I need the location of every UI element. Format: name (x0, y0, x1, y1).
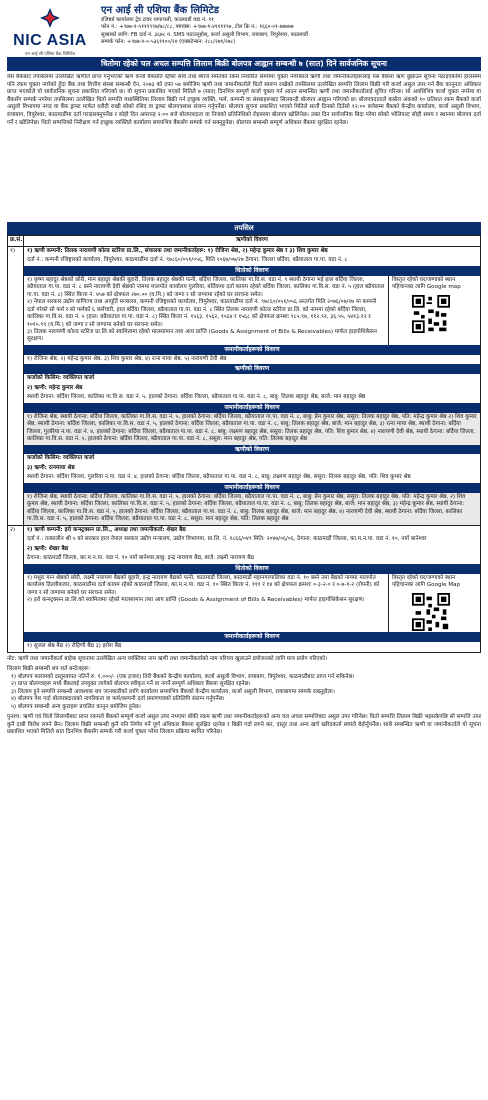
security-item: १) मथुरा मान श्रेष्ठको छोरी, लक्ष्मी नारायण बैद्यको बुहारी, इन्द्र नारायण बैद्यको पत्नी, काठमाडौं जिल्ला, काठमाडौं महानगरपालिका वडा नं. १० बस्ने उमा बैद्यको नाममा मालपोत कार्यालय डिल्लीबजार, काठमाडौंमा दर्ता कायम रहेको काठमाडौं जिल्ला, का.म.न.पा. वडा नं. १० स्थित कित्ता नं. १११ र १४ को क्षेत्रफल क्रमशः ०-३-२-० र ०-७-१-२ (रोपनी) को जग्गा र सो जग्गामा बनेको घर संरचना समेत। (27, 574, 380, 596)
security-section (24, 574, 480, 633)
notice-title: धितोमा रहेको चल अचल सम्पत्ति लिलाम बिक्री बोलपत्र आह्वान सम्बन्धी ७ (सात) दिने सार्वजनिक सूचना (7, 57, 481, 71)
security-section (24, 276, 480, 345)
loan-details (24, 525, 481, 652)
loan-registration: दर्ता नं.: तत्कालीन श्री ५ को सरकार हाल नेपाल सरकार उद्योग मन्त्रालय, उद्योग विभागमा, प्रा.लि. नं. १८६६/०४९ मिति: २०४७/०६/०६, ठेगाना: काठमाडौं जिल्ला, का.म.न.पा. वडा नं. १०, नयाँ बानेश्वर (27, 536, 427, 543)
bank-name: एन आई सी एशिया बैंक लिमिटेड (101, 5, 219, 16)
security-bar: धितोको विवरण (24, 266, 480, 276)
notice-intro: यस बैंकबाट तपसिलमा उल्लेखित ऋणीले प्राप्त गर्नुभएको ऋण कर्जा बैंकप्रति रहेको साव तथा ब्याज समेतको रकम निर्धारित समयमा चुक्ता नगरेकाले ऋणी तथा जमानीकर्ताहरूलाई यस बैंकमा ऋण बुझाउन सूचना पठाइएकोमा हालसम्म पनि रकम चुक्ता नगरेको हुँदा बैंक तथा वित्तीय संस्था सम्बन्धी ऐन, २०७३ को दफा ५७ बमोजिम ऋणी तथा जमानीकर्ताले धितो स्वरूप राखेको तपसिलमा उल्लेखित सम्पत्ति लिलाम बिक्री गरी कर्जा असुल उपर गर्न बैंक कानुनतः अधिकार प्राप्त भएकोले यो सार्वजनिक सूचना प्रकाशित गरिएको छ। यो सूचना प्रकाशित भएको मितिले ७ (सात) दिनभित्र सम्पूर्ण कर्जा चुक्ता गर्न आउन सम्बन्धित ऋणी तथा जमानीकर्तालाई सूचित गरिन्छ। सो अवधिभित्र कर्जा चुक्ता नगरेमा वा बैंकसँग सम्पर्क नगरेमा तपसिलमा उल्लेखित धितो सम्पत्ति यथास्थितिमा लिलाम बिक्री गर्न इच्छुक व्यक्ति, फर्म, कम्पनी वा संस्थाहरूबाट सिलबन्दी बोलपत्र आह्वान गरिएको छ। बोलपत्रदाताले कबोल अंकको १० प्रतिशत रकम बैंकको कर्जा असुली विभागमा नगद वा बैंक ड्राफ्ट मार्फत धरौटी राखी सोको रसिद वा ड्राफ्ट बोलपत्रसाथ संलग्न गर्नुपर्नेछ। बोलपत्र सूचना प्रकाशित भएको मितिले सातौं दिनको दिउँसो १२:०० बजेसम्म बैंकको केन्द्रीय कार्यालय, कर्जा असुली विभाग, रायाबाग, त्रिपुरेश्वर, काठमाडौंमा दर्ता गराइसक्नुपर्नेछ र सोही दिन अपरान्ह २:०० बजे बोलपत्रदाता वा निजको प्रतिनिधिको रोहबरमा बोलपत्र खोलिनेछ। उक्त दिन सार्वजनिक बिदा परेमा सोको भोलिपल्ट सोही समय र स्थानमा बोलपत्र दर्ता गर्ने र खोलिनेछ। धितो सम्पत्तिको निरीक्षण गर्न इच्छुक व्यक्तिले कार्यालय समयभित्र बैंकसँग सम्पर्क गर्न सक्नुहुनेछ। बोलपत्र सम्बन्धी सम्पूर्ण अधिकार बैंकमा सुरक्षित रहनेछ। (7, 74, 481, 126)
security-list (24, 574, 388, 633)
loan-registration: दर्ता नं.: कम्पनी रजिष्ट्रारको कार्यालय, त्रिपुरेश्वर, काठमाडौंमा दर्ता नं. ९७८६०/०५१/०५६, मिति २०६७/०७/२७ ठेगाना: जिल्ला बर्दिया, बढैयाताल गा.पा. वडा नं. ८ (27, 257, 348, 264)
loan-sn: १) (8, 246, 24, 525)
borrower-address: स्थायी ठेगाना: बर्दिया जिल्ला, गुलरिया न.पा. वडा नं. ४, हालको ठेगाना: बर्दिया जिल्ला, बढैयाताल गा.पा. वडा नं. ८, बाबु: लक्ष्मण बहादुर श्रेष्ठ, ससुरा: तिलक बहादुर श्रेष्ठ, पति: शिव कुमार श्रेष्ठ (27, 474, 411, 481)
term-item: ३) लिलाम हुने सम्पत्ति सम्बन्धी आवश्यक थप जानकारीको लागि कार्यालय समयभित्र बैंकको केन्द्रीय कार्यालय, कर्जा असुली विभाग, रायाबागमा सम्पर्क राख्नुहोला। (11, 688, 335, 695)
guarantor-bar: जमानीकर्ताहरूको विवरण (24, 483, 480, 493)
nic-asia-logo-icon (39, 7, 61, 29)
guarantor-details: १) रोजिना श्रेष्ठ, स्थायी ठेगाना: बर्दिया जिल्ला, कालिका गा.वि.स. वडा नं. ५, हालको ठेगाना: बर्दिया जिल्ला, बढैयाताल गा.पा. वडा नं. ८, बाबु: प्रेम कुमार श्रेष्ठ, ससुरा: तिलक बहादुर श्रेष्ठ, पति: महेन्द्र कुमार श्रेष्ठ, २) शिव कुमार श्रेष्ठ, स्थायी ठेगाना: बर्दिया जिल्ला, कालिका गा.वि.स. वडा नं. ५, हालको ठेगाना: बर्दिया जिल्ला, बढैयाताल गा.पा. वडा नं. ८, बाबु: तिलक बहादुर श्रेष्ठ, बाजे: मान बहादुर श्रेष्ठ, ३) महेन्द्र कुमार श्रेष्ठ, स्थायी ठेगाना: बर्दिया जिल्ला, कालिका गा.वि.स. वडा नं. ५, हालको ठेगाना: बर्दिया जिल्ला, बढैयाताल गा.पा. वडा नं. ८, बाबु: तिलक बहादुर श्रेष्ठ, बाजे: मान बहादुर श्रेष्ठ, ४) नारायणी देवी श्रेष्ठ, स्थायी ठेगाना: बर्दिया जिल्ला, कालिका गा.वि.स. वडा नं. ५, हालको ठेगाना: बर्दिया जिल्ला, बढैयाताल गा.पा. वडा नं. ८, ससुरा: मान बहादुर श्रेष्ठ, पति: तिलक बहादुर श्रेष्ठ (24, 493, 480, 525)
notice-header (7, 3, 481, 58)
bank-phone: फोन नं.: +९७७-१-५१११९९७/७८/८८, फ्याक्स: +९७७-१-४११११९७, टोल फ्रि नं.: १६६०-०१-७७७७७ (101, 24, 294, 31)
loan-type: कर्जाको किसिम: व्यक्तिगत कर्जा (27, 375, 95, 382)
security-item: २) इरो कन्स्ट्रक्सन प्रा.लि.को स्वामित्वमा रहेको मालसामान तथा आय प्राप्ति (Goods & Assignment of Bills & Receivables) मार्फत हाइपोथिकेसन सुरक्षण। (27, 597, 365, 604)
table-header-row (8, 236, 481, 246)
logo-wordmark: NIC ASIA (13, 32, 87, 49)
guarantor-list: १) सुजल श्रेष्ठ बैद्य २) रोहिणी बैद्य ३) इरोश बैद्य (27, 643, 122, 650)
map-note: विस्तृत रहेको घर/जग्गाको स्थान पहिचानका लागि Google map (392, 276, 461, 290)
guarantor-bar: जमानीकर्ताहरूको विवरण (24, 403, 480, 413)
logo-tagline: एन आई सी एशिया बैंक लिमिटेड (24, 52, 76, 58)
term-item: ५) बोलपत्र सम्बन्धी अन्य कुराहरू प्रचलित कानुन बमोजिम हुनेछ। (11, 703, 141, 710)
map-note-cell (388, 276, 480, 345)
loan-sn: २) (8, 525, 24, 652)
bank-contact-block (93, 3, 481, 55)
terms-title: लिलाम बिक्री सम्बन्धी थप शर्त बन्देजहरू: (7, 666, 91, 673)
bank-logo (7, 3, 93, 58)
notice-footer (7, 656, 481, 737)
borrower-bar: ऋणीको विवरण (24, 445, 480, 455)
tapasil-heading: तपसिल (7, 222, 481, 235)
table-row (8, 525, 481, 652)
map-note: विस्तृत रहेको घर/जग्गाको स्थान पहिचानका लागि Google Map (392, 574, 461, 588)
borrower-address: ठेगाना: काठमाडौं जिल्ला, का.म.न.पा. वडा नं. १० नयाँ बानेश्वर,बाबु: इन्द्र नारायण बैद्य, बाजे: लक्ष्मी नारायण बैद्य (27, 555, 254, 562)
borrower-name: ३) ऋणी: रत्नमाया श्रेष्ठ (27, 464, 75, 471)
bank-sms: सुब्बाको लागि: FB दर्ता नं. ३६७८ न. SMS पठाउनुहोस्, कर्जा असुली विभाग, रायाबाग, त्रिपुरेश्वर, काठमाडौं (101, 31, 309, 38)
security-list (24, 276, 388, 345)
qr-code-icon[interactable] (412, 593, 450, 631)
security-bar: धितोको विवरण (24, 564, 480, 574)
loan-details (24, 246, 481, 525)
footer-note: नोट: ऋणी तथा जमानीकर्ता बाहेक सूचनामा उल्लेखित अन्य व्यक्तिका नाम ऋणी तथा जमानीकर्ताको नाम परिचय खुलाउने प्रयोजनको लागि मात्र प्रयोग गरिएको। (7, 655, 328, 662)
security-item: १) कृष्ण बहादुर श्रेष्ठको छोरी, मान बहादुर श्रेष्ठकी बुहारी, तिलक बहादुर श्रेष्ठकी पत्नी, बर्दिया जिल्ला, कालिका गा.वि.स. वडा नं. ९ स्थायी ठेगाना भई हाल बर्दिया जिल्ला, बढैयाताल गा.पा. वडा नं. ८ बस्ने नारायणी देवी श्रेष्ठको नाममा मालपोत कार्यालय गुलरिया, बर्दियामा दर्ता कायम रहेको बर्दिया जिल्ला, कालिका गा.वि.स. वडा नं. ५ (हाल बढैयाताल गा.पा. वडा नं. ८) स्थित कित्ता नं. ४५७ को क्षेत्रफल २७०.०० (व.मि.) को जग्गा र सो जग्गामा रहेको घर संरचना समेत। (27, 276, 385, 298)
borrower-name: २) ऋणी: शेखर बैद्य (27, 545, 69, 552)
map-note-cell (388, 574, 480, 633)
guarantor-details: १) रोजिना श्रेष्ठ, स्थायी ठेगाना: बर्दिया जिल्ला, कालिका गा.वि.स. वडा नं. ५, हालको ठेगाना: बर्दिया जिल्ला, बढैयाताल गा.पा. वडा नं. ८, बाबु: प्रेम कुमार श्रेष्ठ, ससुरा: तिलक बहादुर श्रेष्ठ, पति: महेन्द्र कुमार श्रेष्ठ २) शिव कुमार श्रेष्ठ, स्थायी ठेगाना: बर्दिया जिल्ला, कालिका गा.वि.स. वडा नं. ५, हालको ठेगाना: बर्दिया जिल्ला, बढैयाताल गा.पा. वडा नं. ८, बाबु: तिलक बहादुर श्रेष्ठ, बाजे: मान बहादुर श्रेष्ठ, ३) रत्ना माया श्रेष्ठ, स्थायी ठेगाना: बर्दिया जिल्ला, गुलरिया न.पा. वडा नं. ४, हालको ठेगाना: बर्दिया जिल्ला, बढैयाताल गा.पा. वडा नं. ८, बाबु: लक्ष्मण बहादुर श्रेष्ठ, ससुरा: तिलक बहादुर श्रेष्ठ, पति: शिव कुमार श्रेष्ठ, ४) नारायणी देवी श्रेष्ठ, स्थायी ठेगाना: बर्दिया जिल्ला, कालिका गा.वि.स. वडा नं. ५, हालको ठेगाना: बर्दिया जिल्ला, बढैयाताल गा.पा. वडा नं. ८, ससुरा: मान बहादुर श्रेष्ठ, पति: तिलक बहादुर श्रेष्ठ (24, 413, 480, 445)
term-item: २) प्राप्त बोलपत्रहरू मध्ये बैंकलाई उपयुक्त लागेको बोलपत्र स्वीकृत गर्ने वा नगर्ने सम्पूर्ण अधिकार बैंकमा सुरक्षित रहनेछ। (11, 681, 251, 688)
loan-table (7, 235, 481, 653)
security-item: ३) तिलक नारायणी कोल्ड स्टोरेज प्रा.लि.को स्वामित्वमा रहेको मालसामान तथा आय प्राप्ति (Goods & Assignment of Bills & Receivables) मार्फत हाइपोथिकेसन सुरक्षण। (27, 329, 377, 343)
qr-code-icon[interactable] (412, 295, 450, 333)
closing-note: पुनश्च: ऋणी एवं धितो लिलामीबाट प्राप्त रकमले बैंकको सम्पूर्ण कर्जा असुल उपर नभएमा बाँकी रकम ऋणी तथा जमानीकर्ताहरूको अन्य चल अचल सम्पत्तिबाट असुल उपर गरिनेछ। धितो सम्पत्ति लिलाम बिक्री भइसकेपछि सो सम्पत्ति उपर कुनै दाबी विरोध लाग्ने छैन। लिलाम बिक्री सम्बन्धी कुनै पनि निर्णय गर्ने पूर्ण अधिकार बैंकमा सुरक्षित रहनेछ र बिक्री गर्दा लाग्ने कर, दस्तुर तथा अन्य खर्च खरिदकर्ता स्वयंले बेहोर्नुपर्नेछ। साथै सम्बन्धित ऋणी वा जमानीकर्ताले यो सूचना प्रकाशित भएको मितिले सात दिनभित्र बैंकसँग सम्पर्क गरी कर्जा चुक्ता गरेमा लिलाम प्रक्रिया स्थगित गरिनेछ। (7, 714, 481, 736)
column-header-details: ऋणीको विवरण (24, 236, 481, 246)
loan-heading: १) ऋणी कम्पनी: तिलक नारायणी कोल्ड स्टोरेज प्रा.लि., संचालक तथा जमानीकर्ताहरू: १) रोजिना श्रेष्ठ, २) महेन्द्र कुमार श्रेष्ठ र ३) शिव कुमार श्रेष्ठ (27, 247, 328, 254)
borrower-address: स्थायी ठेगाना: बर्दिया जिल्ला, कालिका गा.वि.स. वडा नं. ५, हालको ठेगाना: बर्दिया जिल्ला, बढैयाताल गा.पा. वडा नं. ८, बाबु: तिलक बहादुर श्रेष्ठ, बाजे: मान बहादुर श्रेष्ठ (27, 394, 366, 401)
guarantor-list: १) रोजिना श्रेष्ठ, २) महेन्द्र कुमार श्रेष्ठ, ३) शिव कुमार श्रेष्ठ, ४) रत्ना माया श्रेष्ठ, ५) नारायणी देवी श्रेष्ठ (27, 355, 227, 362)
guarantor-bar: जमानीकर्ताहरूको विवरण (24, 345, 480, 355)
loan-type: कर्जाको किसिम: व्यक्तिगत कर्जा (27, 455, 95, 462)
column-header-sn: क्र.सं. (8, 236, 24, 246)
borrower-name: २) ऋणी: महेन्द्र कुमार श्रेष्ठ (27, 384, 83, 391)
bank-address: रजिष्टर्ड कार्यालयः ट्रेड टावर थापाथली, काठमाडौं वडा नं. ११ (101, 17, 214, 24)
bank-contact-phone: सम्पर्क फोन: +९७७-१-०-५३६११००/२४ (एक्सटेन्सन: २८८/२७१/२७८) (101, 39, 236, 46)
term-item: १) बोलपत्र फारामको दस्तुरबापत नतिर्ने रु. १,०००/- (एक हजार) तिरी बैंकको केन्द्रीय कार्यालय, कर्जा असुली विभाग, रायाबाग, त्रिपुरेश्वर, काठमाडौंबाट प्राप्त गर्न सकिनेछ। (11, 673, 355, 680)
guarantor-bar: जमानीकर्ताहरूको विवरण (24, 632, 480, 642)
security-item: २) नेपाल सरकार उद्योग वाणिज्य तथा आपूर्ति मन्त्रालय, कम्पनी रजिष्ट्रारको कार्यालय, त्रिपुरेश्वर, काठमाडौंमा दर्ता नं. ९७८६०/०५१/०५६ अन्तर्गत मिति २०७६/०७/२७ मा कम्पनी दर्ता गरेको सो फर्म र सो फर्मको ६ कर्मचारी, हाल बर्दिया जिल्ला, बढैयाताल गा.पा. वडा नं. ८ स्थित तिलक नारायणी कोल्ड स्टोरेज प्रा.लि. को नाममा रहेको बर्दिया जिल्ला, कालिका गा.वि.स. वडा नं. ५ (हाल: बढैयाताल गा.पा. वडा नं. ८) स्थित कित्ता नं. १५६३, १५६२, १५६४ र १५६८ को क्षेत्रफल क्रमशः ९८५.९७, ११२.९२, ३६.५५, ५४१३.१२ र १०१५.९९ (व.मि.) को जग्गा र सो जग्गामा बनेको घर संरचना समेत। (27, 299, 377, 328)
loan-heading: १) ऋणी कम्पनी: इरो कन्स्ट्रक्सन प्रा.लि., अध्यक्ष तथा जमानीकर्ता: शेखर बैद्य (27, 526, 186, 533)
borrower-bar: ऋणीको विवरण (24, 364, 480, 374)
term-item: ४) बोलपत्र पेश गर्दा बोलपत्रदाताको नागरिकता वा फर्म/कम्पनी दर्ता प्रमाणपत्रको प्रतिलिपि संलग्न गर्नुपर्नेछ। (11, 696, 225, 703)
table-row (8, 246, 481, 525)
